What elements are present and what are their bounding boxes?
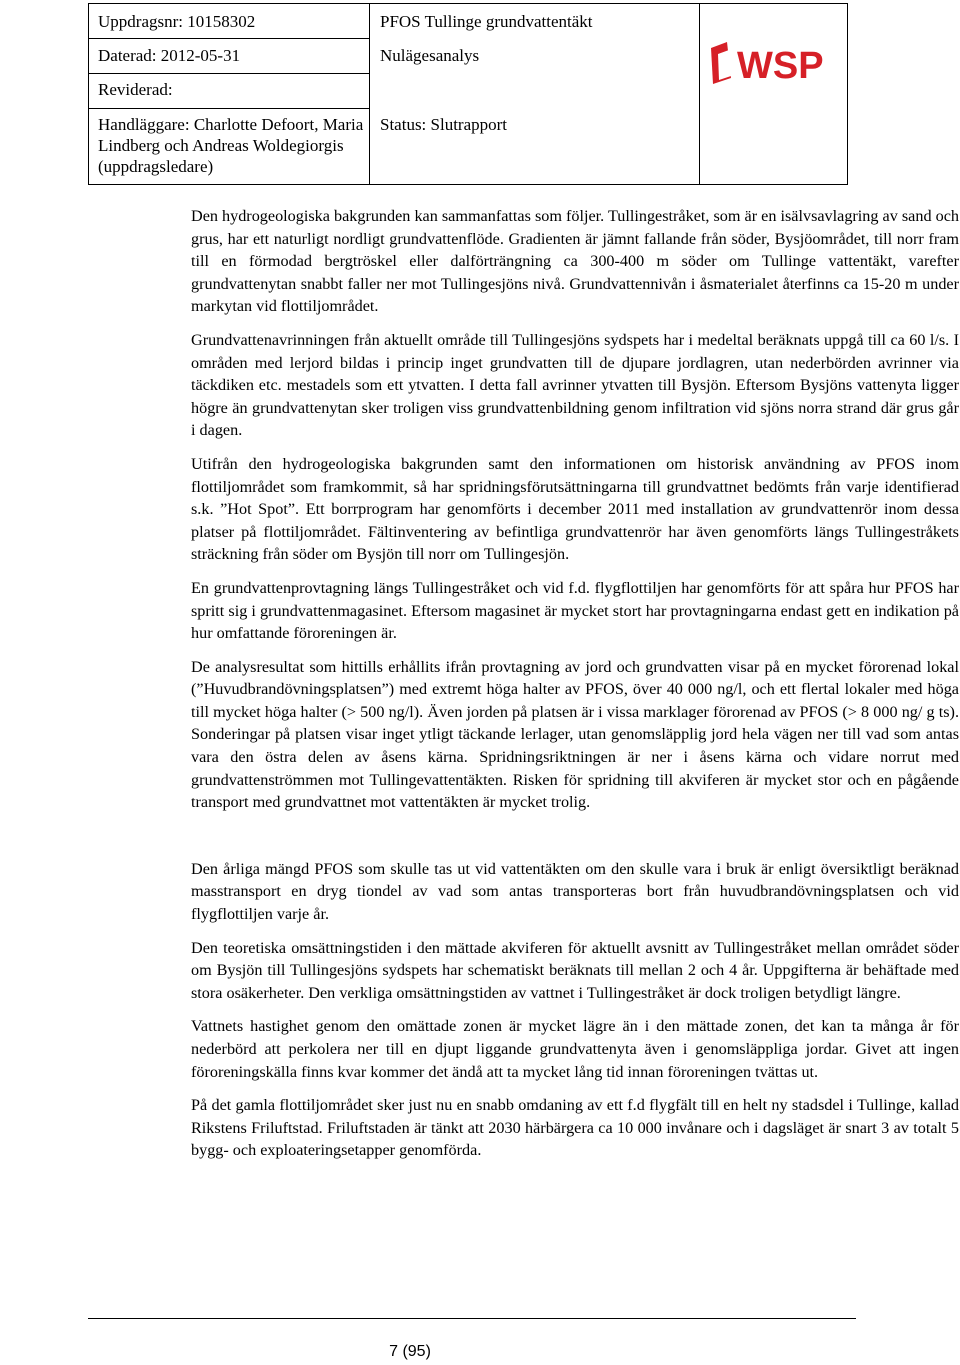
paragraph: Den årliga mängd PFOS som skulle tas ut vid vattentäkten om den skulle vara i bruk är enligt översiktligt beräknad masstransport en dryg tiondel av vad som antas transporteras bort från huvudbrandövningsplatsen och vid flygflottiljen varje år. (191, 859, 959, 924)
project-title: PFOS Tullinge grundvattentäkt (380, 12, 593, 31)
paragraph: Den hydrogeologiska bakgrunden kan sammanfattas som följer. Tullingestråket, som är en isälvsavlagring av sand och grus, har ett naturligt nordligt grundvattenflöde. Gradienten är jämnt fallande från söder, Bysjöområdet, till norr fram till en förmodad bergtröskel eller dalförträngning ca 300-400 m söder om Tullinge vattentäkt, varefter grundvattenytan snabbt faller ner mot Tullingesjöns nivå. Grundvattennivån i åsmaterialet återfinns ca 15-20 m under markytan vid flottiljområdet. (191, 207, 959, 316)
wsp-logo (709, 38, 833, 88)
paragraph: På det gamla flottiljområdet sker just nu en snabb omdaning av ett f.d flygfält till en helt ny stadsdel i Tullinge, kallad Rikstens Friluftstad. Friluftstaden är tänkt att 2030 härbärgera ca 10 000 invånare och i dagsläget är snart 3 av totalt 5 bygg- och exploateringsetapper genomförda. (191, 1096, 959, 1160)
footer-rule (88, 1318, 856, 1319)
paragraph: Grundvattenavrinningen från aktuellt område till Tullingesjöns sydspets har i medeltal beräknats uppgå till ca 60 l/s. I områden med lerjord bildas i princip inget grundvatten till de djupare jordlagren, utan nederbörden avrinner via täckdiken etc. mestadels som ett ytvatten. I detta fall avrinner ytvatten till Bysjön. Eftersom Bysjöns vattenyta ligger högre än grundvattenytan sker troligen viss grundvattenbildning genom infiltration vid sjöns norra strand där grus går i dagen. (191, 330, 959, 440)
date-field: Daterad: 2012-05-31 (98, 46, 241, 65)
assignment-number: Uppdragsnr: 10158302 (98, 12, 256, 31)
report-subtitle: Nulägesanalys (380, 46, 480, 65)
svg-text:WSP: WSP (737, 45, 824, 87)
paragraph: Utifrån den hydrogeologiska bakgrunden samt den informationen om historisk användning av PFOS inom flottiljområdet som framkommit, så har spridningsförutsättningarna till grundvattnet bedömts från varje identifierad s.k. ”Hot Spot”. Ett borrprogram har genomförts i december 2011 med installation av grundvattenrör inom dessa platser på flottiljområdet. Fältinventering av befintliga grundvattenrör har även genomförts längs Tullingestråkets sträckning från söder om Bysjön till norr om Tullingesjön. (191, 454, 959, 564)
paragraph: Vattnets hastighet genom den omättade zonen är mycket lägre än i den mättade zonen, det kan ta många år för nederbörd att perkolera ner till en djupt liggande grundvattenyta även i genomsläppliga jordar. Givet att ingen föroreningskälla finns kvar kommer det ändå att ta mycket lång tid innan föroreningen tvättas ut. (191, 1017, 959, 1081)
report-body (191, 205, 959, 1162)
paragraph: De analysresultat som hittills erhållits ifrån provtagning av jord och grundvatten visar på en mycket förorenad lokal (”Huvudbrandövningsplatsen”) med extremt höga halter av PFOS, över 40 000 ng/l, och ett flertal lokaler med höga till mycket höga halter (> 500 ng/l). Även jorden på platsen är i vissa marklager förorenad av PFOS (> 8 000 ng/ g ts). Sonderingar på platsen visar inget ytligt täckande lerlager, utan genomsläpplig jord hela vägen ner till vad som antas vara den östra delen av åsens kärna. Spridningsriktningen är ner i åsens kärna och vidare norrut med grundvattenströmmen mot Tullingevattentäkten. Risken för spridning till akviferen är mycket stor och en pågående transport med grundvattnet mot vattentäkten är mycket trolig. (191, 657, 959, 812)
page-number: 7 (95) (389, 1343, 431, 1360)
handlers-field: Handläggare: Charlotte Defoort, Maria Lindberg och Andreas Woldegiorgis (uppdragsledare) (98, 115, 364, 176)
header-divider (89, 108, 369, 109)
header-divider (369, 4, 370, 184)
report-status: Status: Slutrapport (380, 115, 508, 134)
paragraph: En grundvattenprovtagning längs Tullingestråket och vid f.d. flygflottiljen har genomförts för att spåra hur PFOS har spritt sig i grundvattenmagasinet. Eftersom magasinet är mycket stort har provtagningarna endast gett en indikation på hur omfattande föroreningen är. (191, 578, 959, 643)
paragraph: Den teoretiska omsättningstiden i den mättade akviferen för aktuellt avsnitt av Tullingestråket mellan området söder om Bysjön till Tullingesjöns sydspets har schematiskt beräknats till mellan 2 och 4 år. Uppgifterna är behäftade med stora osäkerheter. Den verkliga omsättningstiden av vattnet i Tullingestråket är dock troligen betydligt längre. (191, 938, 959, 1002)
header-divider (89, 73, 369, 74)
header-divider (699, 4, 700, 184)
revised-field: Reviderad: (98, 80, 173, 99)
header-divider (89, 38, 369, 39)
document-header (88, 3, 848, 185)
